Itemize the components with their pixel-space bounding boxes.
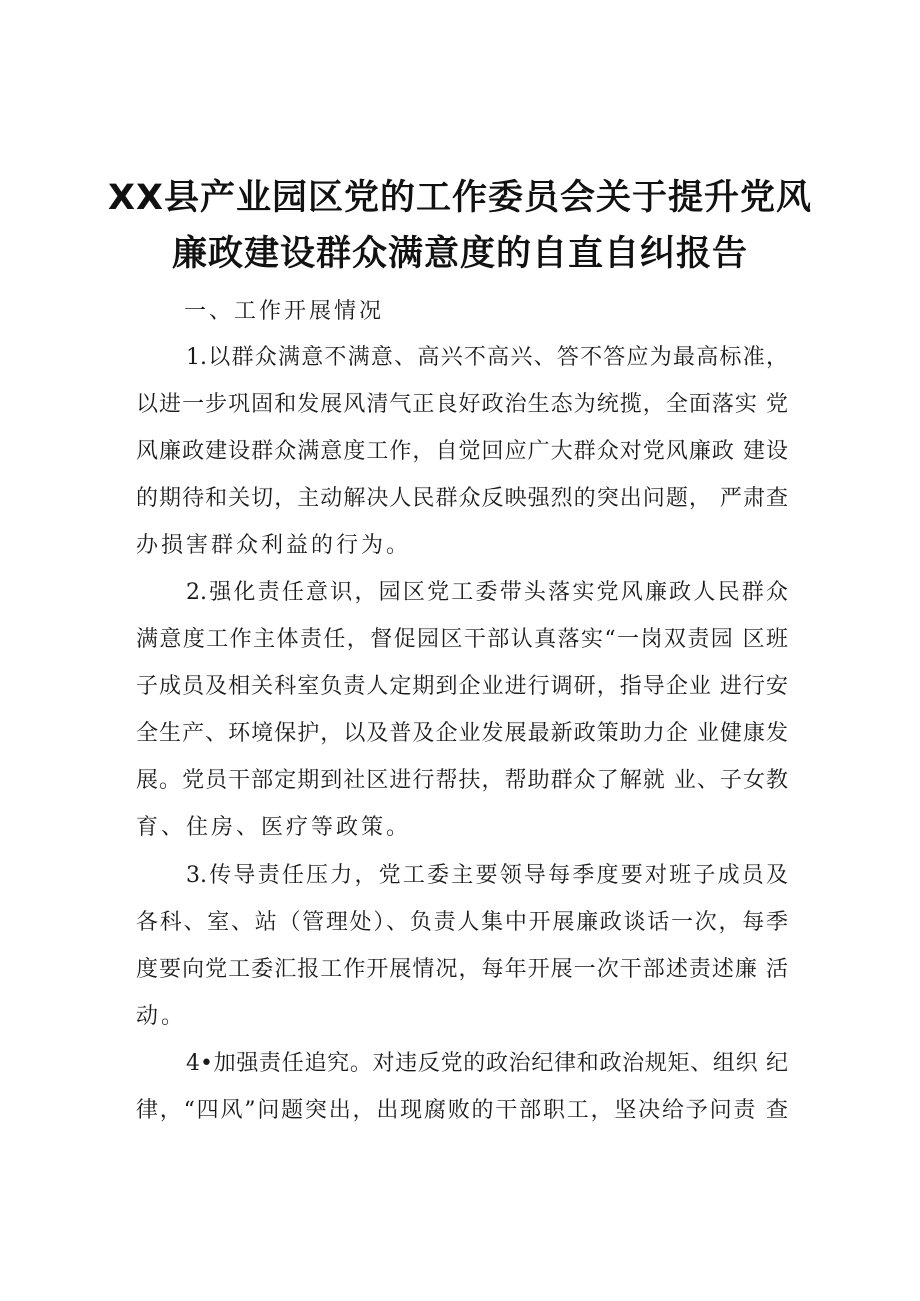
paragraph-line: 动。 <box>136 1004 187 1029</box>
paragraph-line: 以进一步巩固和发展风清气正良好政治生态为统揽，全面落实 党 <box>136 392 788 417</box>
paragraph-line: 满意度工作主体责任，督促园区干部认真落实“一岗双责园 区班 <box>136 627 788 652</box>
paragraph-line: 办损害群众利益的行为。 <box>136 533 412 558</box>
paragraph-line: 1.以群众满意不满意、高兴不高兴、答不答应为最高标准， <box>186 345 788 370</box>
paragraph-line: 度要向党工委汇报工作开展情况，每年开展一次干部述责述廉 活 <box>136 957 788 982</box>
paragraph-line: 律，“四风”问题突出，出现腐败的干部职工，坚决给予问责 查 <box>136 1098 788 1123</box>
paragraph-line: 育、住房、医疗等政策。 <box>136 815 412 840</box>
paragraph-line: 3.传导责任压力，党工委主要领导每季度要对班子成员及 <box>186 863 788 888</box>
paragraph-line: 各科、室、站（管理处）、负责人集中开展廉政谈话一次，每季 <box>136 910 788 935</box>
paragraph-line: 4•加强责任追究。对违反党的政治纪律和政治规矩、组织 纪 <box>186 1051 788 1076</box>
paragraph-line: 风廉政建设群众满意度工作，自觉回应广大群众对党风廉政 建设 <box>136 439 788 464</box>
paragraph-line: 子成员及相关科室负责人定期到企业进行调研，指导企业 进行安 <box>136 674 788 699</box>
document-title-line-1: XX县产业园区党的工作委员会关于提升党风 <box>108 178 812 218</box>
paragraph-line: 2.强化责任意识，园区党工委带头落实党风廉政人民群众 <box>186 580 788 605</box>
paragraph-line: 展。党员干部定期到社区进行帮扶，帮助群众了解就 业、子女教 <box>136 768 788 793</box>
paragraph-line: 全生产、环境保护，以及普及企业发展最新政策助力企 业健康发 <box>136 721 788 746</box>
section-heading: 一、工作开展情况 <box>184 299 385 324</box>
paragraph-line: 的期待和关切，主动解决人民群众反映强烈的突出问题， 严肃查 <box>136 486 788 511</box>
document-title-line-2: 廉政建设群众满意度的自直自纠报告 <box>171 234 748 274</box>
